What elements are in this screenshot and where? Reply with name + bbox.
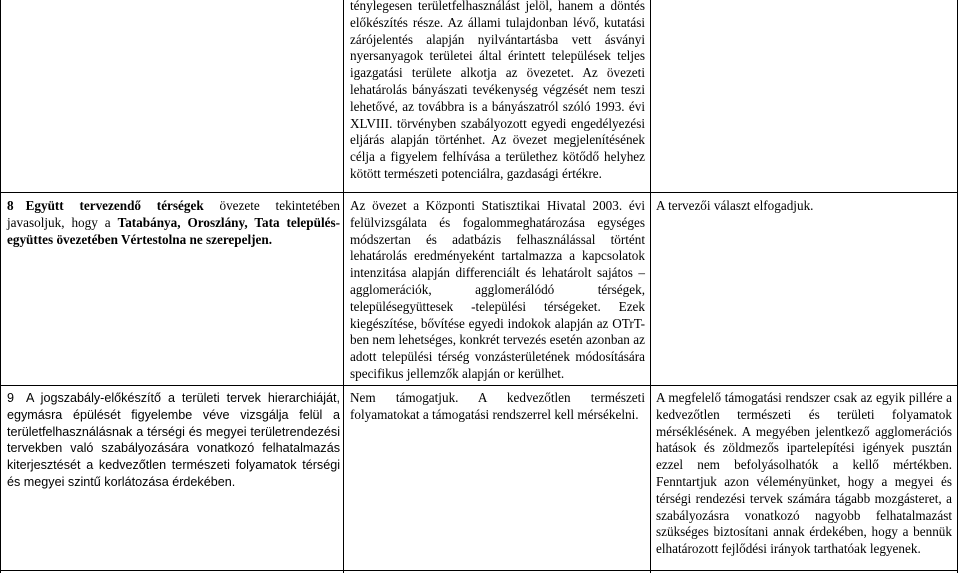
row-2-emphasis: Tatabánya, Oroszlány, Tata település-együttes övezetében Vértestolna ne szerepeljen. <box>7 214 340 247</box>
row-divider-2 <box>0 385 958 386</box>
row-3-col-3-text: A megfelelő támogatási rendszer csak az egyik pillére a kedvezőtlen természeti és területi folyamatok mérséklésének. A megyében jelentkező agglomerációs hatások és zöldmezős ipartelepítési igények pusztán ezzel nem befolyásolhatók a kellő mértékben. Fenntartjuk azon véleményünket, hogy a megyei és térségi rendezési tervek számára tágabb mozgásteret, a szabályozásra vonatkozó nagyobb felhatalmazást szükséges biztosítani annak érdekében, hogy a bennük elhatározott fejlődési irányok tarthatóak legyenek. <box>656 390 952 557</box>
row-2-col-3-text: A tervezői választ elfogadjuk. <box>656 198 814 213</box>
table-border-bottom <box>0 570 958 571</box>
row-3-text: A jogszabály-előkészítő a területi tervek hierarchiáját, egymásra épülését figyelembe véve vizsgálja felül a területfelhasználásnak a térségi és megyei területrendezési tervekben való szabályozására vonatkozó felhatalmazás kiterjesztését a kedvezőtlen természeti folyamatok térségi és megyei szintű korlátozása érdekében. <box>7 391 340 489</box>
row-3-col-2-text: Nem támogatjuk. A kedvezőtlen természeti folyamatokat a támogatási rendszerrel kell mérsékelni. <box>350 390 645 422</box>
column-divider-1 <box>343 0 344 573</box>
row-1-col-2-text: ténylegesen területfelhasználást jelöl, hanem a döntés előkészítés része. Az állami tulajdonban lévő, kutatási zárójelentés alapján nyilvántartásba vett ásványi nyersanyagok területei által érintett települések teljes igazgatási területe alkotja az övezetet. Az övezeti lehatárolás bányászati tevékenység végzését nem teszi lehetővé, az továbbra is a bányászatról szóló 1993. évi XLVIII. törvényben szabályozott egyedi engedélyezési eljárás alapján történhet. Az övezet megjelenítésének célja a figyelem felhívása a területhez kötődő helyhez kötött természeti potenciálra, gazdasági értékre. <box>350 0 645 181</box>
row-divider-1 <box>0 192 958 193</box>
row-3-col-1 <box>7 390 340 491</box>
row-2-col-1 <box>7 198 340 248</box>
table-border-left <box>0 0 1 573</box>
row-2-term: Együtt tervezendő térségek <box>25 198 204 213</box>
row-2-col-2-text: Az övezet a Központi Statisztikai Hivatal 2003. évi felülvizsgálata és fogalommeghatározása egységes módszertan és adatbázis felhasználással történt lehatárolás eredményeként tartalmazza a kapcsolatok intenzitása alapján differenciált és lehatárolt sajátos – agglomerációk, agglomerálódó térségek, településegyüttesek -települési térségeket. Ezek kiegészítése, bővítése egyedi indokok alapján az OTrT-ben nem lehetséges, konkrét tervezés esetén azonban az adott települési térség vonzásterületének módosítására specifikus jellemzők alapján or kerülhet. <box>350 198 645 381</box>
row-2-text: övezete tekintetében javasoljuk, hogy a <box>7 198 340 230</box>
row-2-number: 8 <box>7 198 14 213</box>
table-border-right <box>957 0 958 573</box>
row-3-number: 9 <box>7 391 15 405</box>
column-divider-2 <box>650 0 651 573</box>
